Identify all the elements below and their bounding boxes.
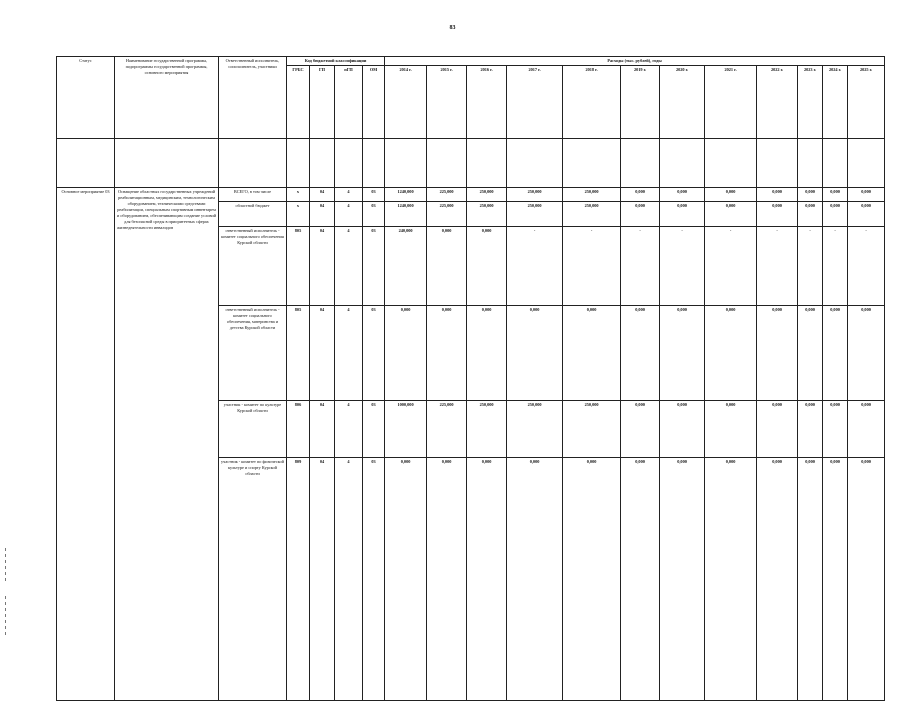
amount-cell: 250,000 bbox=[467, 202, 507, 227]
amount-cell: - bbox=[660, 227, 705, 306]
amount-cell: 0,000 bbox=[848, 306, 885, 401]
amount-cell: 0,000 bbox=[660, 401, 705, 458]
amount-cell: 0,000 bbox=[660, 188, 705, 202]
amount-cell: 0,000 bbox=[427, 306, 467, 401]
code-cell: 03 bbox=[363, 227, 385, 306]
amount-cell: 250,000 bbox=[563, 401, 621, 458]
amount-cell: 0,000 bbox=[660, 458, 705, 701]
amount-cell: 1240,000 bbox=[385, 202, 427, 227]
budget-table bbox=[56, 56, 885, 701]
amount-cell: 225,000 bbox=[427, 401, 467, 458]
scan-margin-mark bbox=[5, 596, 6, 636]
header-code-pgp: пГП bbox=[335, 66, 363, 139]
code-cell: 4 bbox=[335, 202, 363, 227]
code-cell: 4 bbox=[335, 458, 363, 701]
event-name-cell: Оснащение областных государственных учреждений реабилитационным, медицинским, технологическим оборудованием, техническими средствами реабилитации, специальным спортивным инвентарем и оборудованием, обеспечивающим создание условий для безопасной среды в приоритетных сферах жизнедеятельности инвалидов bbox=[115, 188, 219, 701]
amount-cell: 0,000 bbox=[467, 458, 507, 701]
amount-cell: 0,000 bbox=[563, 458, 621, 701]
amount-cell: 1000,000 bbox=[385, 401, 427, 458]
code-cell: 805 bbox=[287, 227, 310, 306]
header-expense-group: Расходы (тыс. рублей), годы bbox=[385, 57, 885, 66]
spacer-row bbox=[57, 139, 885, 188]
amount-cell: - bbox=[563, 227, 621, 306]
header-code-gp: ГП bbox=[310, 66, 335, 139]
header-responsible: Ответственный исполнитель, соисполнитель, участники bbox=[219, 57, 287, 139]
code-cell: 03 bbox=[363, 202, 385, 227]
amount-cell: 0,000 bbox=[823, 401, 848, 458]
amount-cell: 0,000 bbox=[705, 306, 757, 401]
code-cell: 04 bbox=[310, 188, 335, 202]
amount-cell: - bbox=[757, 227, 798, 306]
amount-cell: 0,000 bbox=[507, 458, 563, 701]
status-cell: Основное мероприятие 03 bbox=[57, 188, 115, 701]
amount-cell: 0,000 bbox=[467, 227, 507, 306]
amount-cell: - bbox=[798, 227, 823, 306]
amount-cell: 250,000 bbox=[467, 401, 507, 458]
responsible-cell: ВСЕГО, в том числе bbox=[219, 188, 287, 202]
amount-cell: 0,000 bbox=[705, 188, 757, 202]
code-cell: 04 bbox=[310, 458, 335, 701]
amount-cell: 0,000 bbox=[705, 202, 757, 227]
code-cell: 4 bbox=[335, 227, 363, 306]
header-year: 2023 г. bbox=[798, 66, 823, 139]
code-cell: 03 bbox=[363, 188, 385, 202]
amount-cell: - bbox=[621, 227, 660, 306]
amount-cell: - bbox=[507, 227, 563, 306]
amount-cell: 0,000 bbox=[823, 458, 848, 701]
responsible-cell: ответственный исполнитель - комитет социального обеспечения Курской области bbox=[219, 227, 287, 306]
amount-cell: 0,000 bbox=[427, 458, 467, 701]
amount-cell: 0,000 bbox=[848, 202, 885, 227]
amount-cell: 0,000 bbox=[798, 188, 823, 202]
code-cell: 4 bbox=[335, 401, 363, 458]
amount-cell: 0,000 bbox=[757, 306, 798, 401]
amount-cell: 0,000 bbox=[705, 401, 757, 458]
amount-cell: 250,000 bbox=[507, 401, 563, 458]
header-year: 2017 г. bbox=[507, 66, 563, 139]
responsible-cell: областной бюджет bbox=[219, 202, 287, 227]
code-cell: 03 bbox=[363, 401, 385, 458]
amount-cell: 0,000 bbox=[621, 202, 660, 227]
amount-cell: - bbox=[848, 227, 885, 306]
amount-cell: 0,000 bbox=[798, 306, 823, 401]
amount-cell: 250,000 bbox=[467, 188, 507, 202]
responsible-cell: участник - комитет по культуре Курской области bbox=[219, 401, 287, 458]
amount-cell: 0,000 bbox=[823, 306, 848, 401]
data-body bbox=[57, 188, 885, 701]
amount-cell: 0,000 bbox=[427, 227, 467, 306]
amount-cell: 0,000 bbox=[621, 401, 660, 458]
code-cell: 809 bbox=[287, 458, 310, 701]
amount-cell: - bbox=[705, 227, 757, 306]
amount-cell: 0,000 bbox=[848, 188, 885, 202]
amount-cell: 0,000 bbox=[823, 202, 848, 227]
amount-cell: 0,000 bbox=[507, 306, 563, 401]
amount-cell: 250,000 bbox=[507, 202, 563, 227]
header-year: 2022 г. bbox=[757, 66, 798, 139]
header-year: 2015 г. bbox=[427, 66, 467, 139]
header-year: 2021 г. bbox=[705, 66, 757, 139]
amount-cell: - bbox=[823, 227, 848, 306]
amount-cell: 250,000 bbox=[507, 188, 563, 202]
code-cell: 04 bbox=[310, 401, 335, 458]
header-year: 2016 г. bbox=[467, 66, 507, 139]
header-year: 2019 г. bbox=[621, 66, 660, 139]
amount-cell: 0,000 bbox=[563, 306, 621, 401]
amount-cell: 0,000 bbox=[757, 188, 798, 202]
amount-cell: 225,000 bbox=[427, 188, 467, 202]
amount-cell: 250,000 bbox=[563, 188, 621, 202]
amount-cell: 0,000 bbox=[660, 306, 705, 401]
table-row bbox=[57, 188, 885, 202]
code-cell: х bbox=[287, 202, 310, 227]
amount-cell: 0,000 bbox=[705, 458, 757, 701]
amount-cell: 0,000 bbox=[660, 202, 705, 227]
amount-cell: 0,000 bbox=[757, 202, 798, 227]
header-row-1 bbox=[57, 57, 885, 66]
header-code-grbs: ГРБС bbox=[287, 66, 310, 139]
amount-cell: 0,000 bbox=[757, 458, 798, 701]
header-year: 2014 г. bbox=[385, 66, 427, 139]
code-cell: 4 bbox=[335, 306, 363, 401]
amount-cell: 0,000 bbox=[798, 401, 823, 458]
code-cell: х bbox=[287, 188, 310, 202]
amount-cell: 250,000 bbox=[563, 202, 621, 227]
code-cell: 03 bbox=[363, 458, 385, 701]
header-year: 2020 г. bbox=[660, 66, 705, 139]
amount-cell: 225,000 bbox=[427, 202, 467, 227]
code-cell: 04 bbox=[310, 227, 335, 306]
header-year: 2018 г. bbox=[563, 66, 621, 139]
amount-cell: 0,000 bbox=[757, 401, 798, 458]
code-cell: 03 bbox=[363, 306, 385, 401]
amount-cell: 0,000 bbox=[848, 458, 885, 701]
code-cell: 805 bbox=[287, 306, 310, 401]
header-code-om: ОМ bbox=[363, 66, 385, 139]
responsible-cell: ответственный исполнитель - комитет социального обеспечения, материнства и детства Курской области bbox=[219, 306, 287, 401]
page-number: 83 bbox=[449, 25, 456, 31]
amount-cell: 0,000 bbox=[621, 458, 660, 701]
code-cell: 04 bbox=[310, 202, 335, 227]
amount-cell: 0,000 bbox=[621, 188, 660, 202]
amount-cell: 0,000 bbox=[385, 458, 427, 701]
header-year: 2025 г. bbox=[848, 66, 885, 139]
responsible-cell: участник - комитет по физической культуре и спорту Курской области bbox=[219, 458, 287, 701]
amount-cell: 0,000 bbox=[823, 188, 848, 202]
amount-cell: 0,000 bbox=[798, 202, 823, 227]
amount-cell: 0,000 bbox=[385, 306, 427, 401]
header-name: Наименование государственной программы, подпрограммы государственной программы, основного мероприятия bbox=[115, 57, 219, 139]
header-year: 2024 г. bbox=[823, 66, 848, 139]
amount-cell: 0,000 bbox=[848, 401, 885, 458]
header-status: Статус bbox=[57, 57, 115, 139]
amount-cell: 1240,000 bbox=[385, 188, 427, 202]
amount-cell: 0,000 bbox=[467, 306, 507, 401]
header-code-group: Код бюджетной классификации bbox=[287, 57, 385, 66]
amount-cell: 0,000 bbox=[798, 458, 823, 701]
code-cell: 806 bbox=[287, 401, 310, 458]
amount-cell: 240,000 bbox=[385, 227, 427, 306]
scan-margin-mark bbox=[5, 548, 6, 584]
code-cell: 04 bbox=[310, 306, 335, 401]
amount-cell: 0,000 bbox=[621, 306, 660, 401]
code-cell: 4 bbox=[335, 188, 363, 202]
